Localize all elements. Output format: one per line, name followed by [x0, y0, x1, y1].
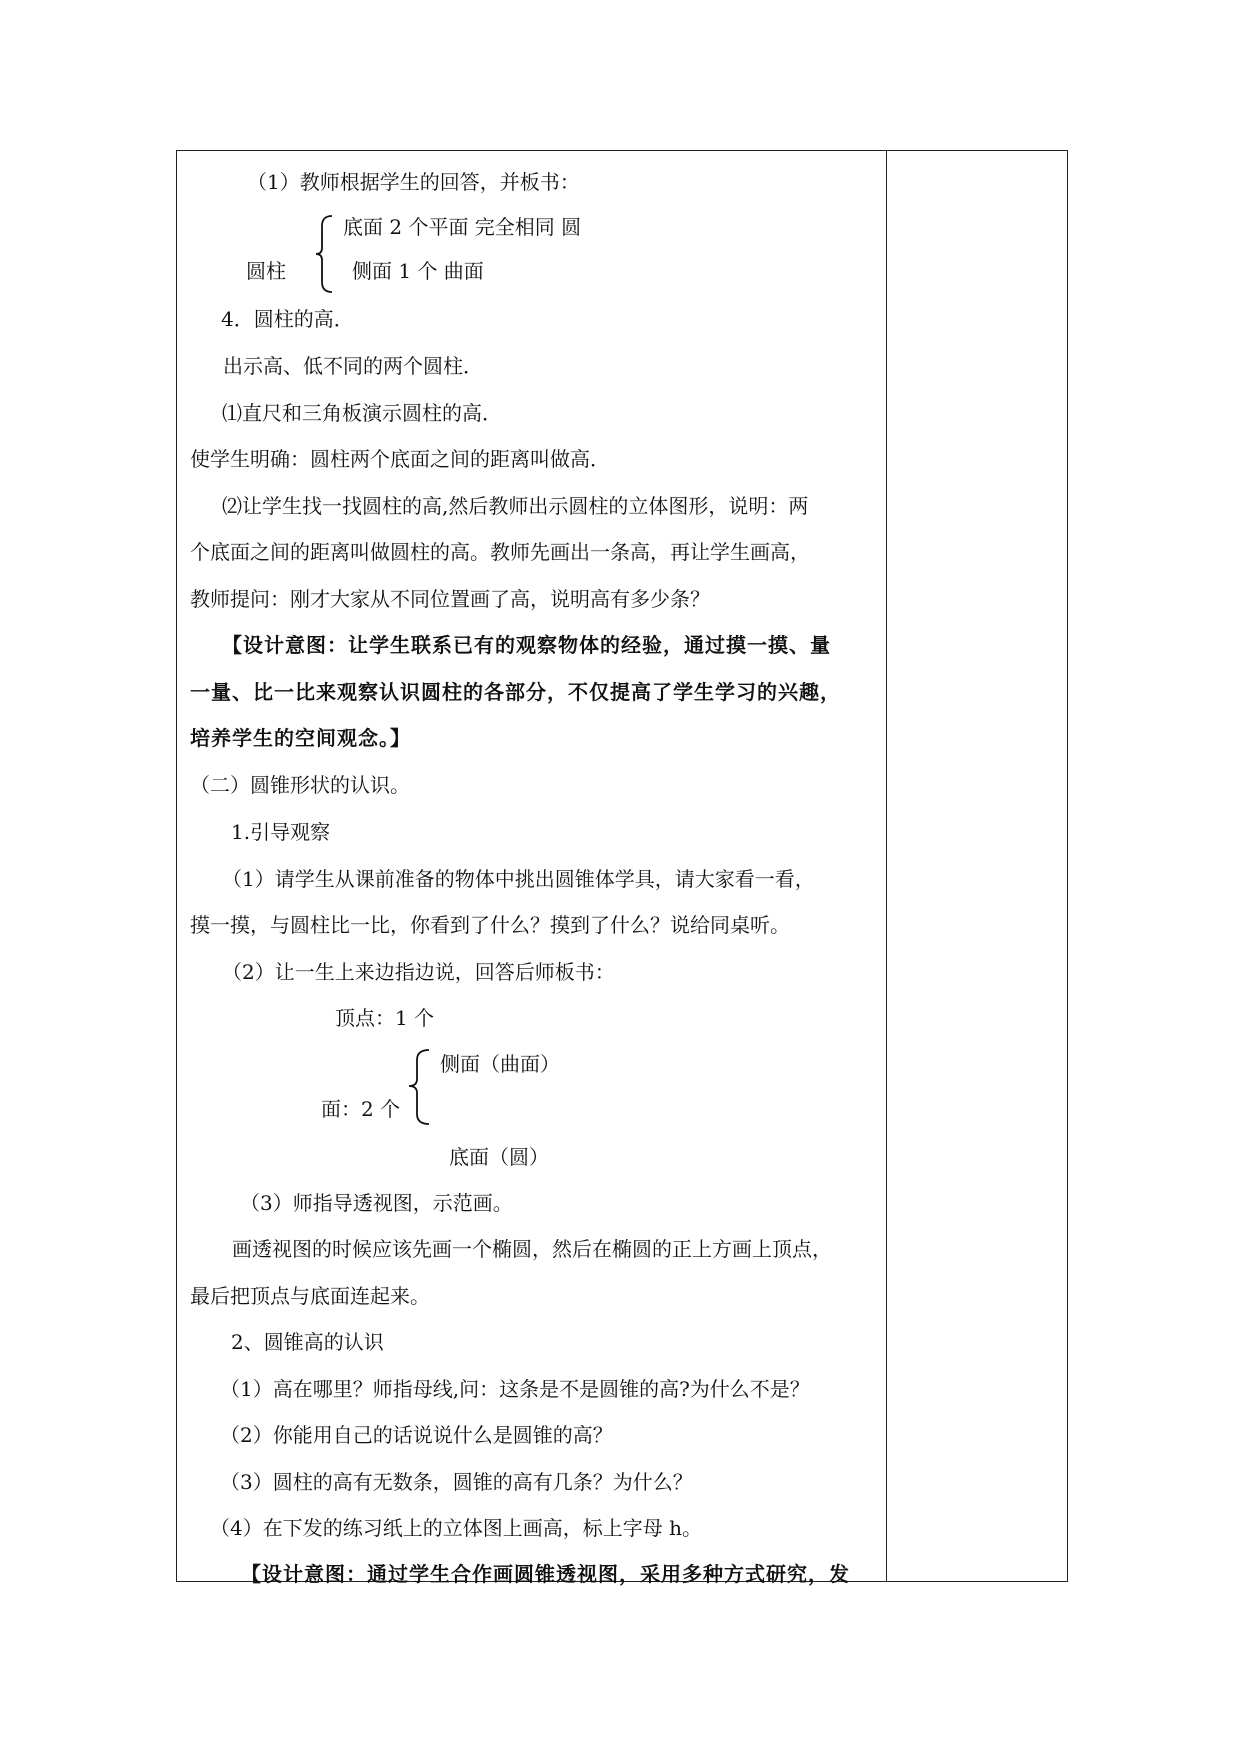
design-note-line: 一量、比一比来观察认识圆柱的各部分，不仅提高了学生学习的兴趣， — [190, 680, 841, 704]
text-line: 出示高、低不同的两个圆柱． — [223, 354, 483, 378]
subsection-heading: 2、圆锥高的认识 — [231, 1330, 384, 1354]
cone-face-label: 面：2 个 — [321, 1097, 401, 1121]
brace-cone — [407, 1048, 431, 1126]
text-line: （3）圆柱的高有无数条，圆锥的高有几条？为什么？ — [220, 1470, 693, 1494]
cylinder-label: 圆柱 — [246, 259, 286, 283]
text-line: 个底面之间的距离叫做圆柱的高。教师先画出一条高，再让学生画高， — [190, 540, 810, 564]
cone-base-line: 底面（圆） — [449, 1145, 549, 1169]
cylinder-side-line: 侧面 1 个 曲面 — [352, 259, 484, 283]
cone-side-line: 侧面（曲面） — [440, 1052, 560, 1076]
design-note-line: 【设计意图：通过学生合作画圆锥透视图，采用多种方式研究，发 — [241, 1562, 850, 1586]
section-heading: （二）圆锥形状的认识。 — [190, 773, 410, 797]
brace-cylinder — [314, 214, 338, 294]
subsection-heading: 1.引导观察 — [231, 820, 331, 844]
text-line: （2）你能用自己的话说说什么是圆锥的高？ — [220, 1423, 613, 1447]
text-line: 使学生明确：圆柱两个底面之间的距离叫做高． — [190, 447, 610, 471]
text-line: 摸一摸，与圆柱比一比，你看到了什么？摸到了什么？说给同桌听。 — [190, 913, 790, 937]
text-line: （2）让一生上来边指边说，回答后师板书： — [222, 960, 615, 984]
text-line: （3）师指导透视图，示范画。 — [240, 1191, 513, 1215]
text-line: （1）请学生从课前准备的物体中挑出圆锥体学具，请大家看一看， — [222, 867, 815, 891]
text-line: ⑴直尺和三角板演示圆柱的高． — [222, 401, 502, 425]
design-note-line: 培养学生的空间观念。】 — [190, 726, 411, 750]
text-line: 教师提问：刚才大家从不同位置画了高，说明高有多少条？ — [190, 587, 710, 611]
text-line: ⑵让学生找一找圆柱的高,然后教师出示圆柱的立体图形，说明：两 — [222, 494, 809, 518]
cone-vertex-line: 顶点：1 个 — [335, 1006, 435, 1030]
text-line: 画透视图的时候应该先画一个椭圆，然后在椭圆的正上方画上顶点， — [232, 1237, 832, 1261]
text-line: （1）教师根据学生的回答，并板书： — [247, 170, 580, 194]
cylinder-bottom-line: 底面 2 个平面 完全相同 圆 — [343, 215, 582, 239]
text-line: 最后把顶点与底面连起来。 — [190, 1284, 430, 1308]
text-line: （4）在下发的练习纸上的立体图上画高，标上字母 h。 — [210, 1516, 702, 1540]
text-line: 4．圆柱的高． — [221, 307, 354, 331]
text-line: （1）高在哪里？师指母线,问：这条是不是圆锥的高?为什么不是？ — [220, 1377, 810, 1401]
column-divider — [886, 150, 887, 1582]
design-note-line: 【设计意图：让学生联系已有的观察物体的经验，通过摸一摸、量 — [222, 633, 831, 657]
